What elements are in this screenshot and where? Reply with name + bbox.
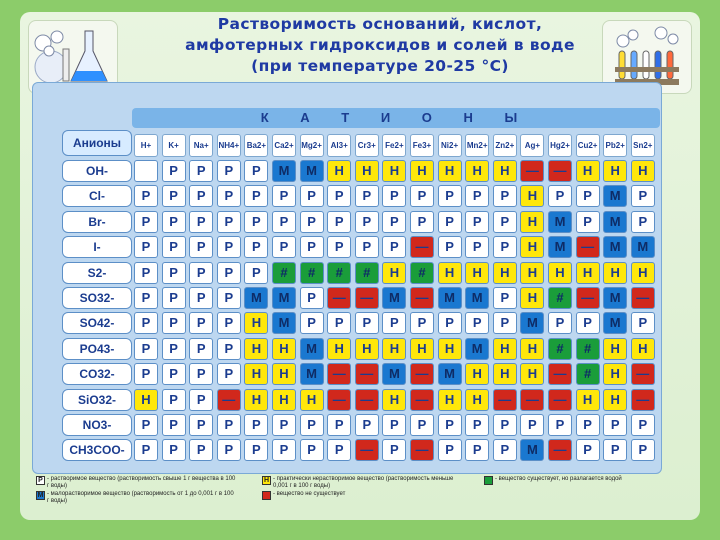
title-line-2: амфотерных гидроксидов и солей в воде [185,36,575,54]
cell-r8-c5: H [272,363,296,385]
cell-r7-c3: P [217,338,241,360]
cation-3: NH4+ [217,134,241,157]
cell-r9-c4: H [244,389,268,411]
cell-r6-c16: P [576,312,600,334]
legend-soluble: P - растворимое вещество (растворимость свыше 1 г вещества в 100 г воды) [36,476,246,490]
cation-13: Zn2+ [493,134,517,157]
cell-r3-c0: P [134,236,158,258]
cell-r0-c6: M [300,160,324,182]
cell-r5-c18: — [631,287,655,309]
cation-18: Sn2+ [631,134,655,157]
cell-r3-c13: P [493,236,517,258]
cell-r9-c1: P [162,389,186,411]
anion-8: CO32- [62,363,132,385]
cation-10: Fe3+ [410,134,434,157]
cell-r11-c18: P [631,439,655,461]
cell-r4-c15: H [548,262,572,284]
cell-r8-c8: — [355,363,379,385]
cell-r8-c12: H [465,363,489,385]
cell-r9-c0: H [134,389,158,411]
anion-6: SO42- [62,312,132,334]
cell-r7-c12: M [465,338,489,360]
cell-r0-c17: H [603,160,627,182]
cell-r8-c3: P [217,363,241,385]
cell-r9-c12: H [465,389,489,411]
cell-r4-c13: H [493,262,517,284]
cell-r7-c5: H [272,338,296,360]
cell-r11-c2: P [189,439,213,461]
cell-r10-c0: P [134,414,158,436]
cell-r7-c15: # [548,338,572,360]
cell-r7-c2: P [189,338,213,360]
cell-r10-c2: P [189,414,213,436]
cell-r10-c5: P [272,414,296,436]
cell-r10-c1: P [162,414,186,436]
cell-r3-c12: P [465,236,489,258]
cation-12: Mn2+ [465,134,489,157]
cell-r11-c8: — [355,439,379,461]
cell-r5-c7: — [327,287,351,309]
cell-r7-c6: M [300,338,324,360]
title-line-1: Растворимость оснований, кислот, [217,15,543,33]
anion-1: Cl- [62,185,132,207]
cell-r3-c14: H [520,236,544,258]
cell-r6-c17: M [603,312,627,334]
cell-r2-c1: P [162,211,186,233]
cation-1: K+ [162,134,186,157]
legend-swatch-dash [262,491,271,500]
cell-r9-c8: — [355,389,379,411]
cell-r4-c8: # [355,262,379,284]
cell-r9-c13: — [493,389,517,411]
cell-r11-c16: P [576,439,600,461]
cell-r1-c14: H [520,185,544,207]
anions-header: Анионы [62,130,132,156]
cell-r6-c1: P [162,312,186,334]
cell-r4-c9: H [382,262,406,284]
cell-r1-c17: M [603,185,627,207]
cell-r1-c11: P [438,185,462,207]
cell-r2-c10: P [410,211,434,233]
cell-r10-c3: P [217,414,241,436]
cell-r10-c7: P [327,414,351,436]
cell-r5-c15: # [548,287,572,309]
cell-r11-c0: P [134,439,158,461]
cell-r4-c2: P [189,262,213,284]
cell-r9-c5: H [272,389,296,411]
cell-r8-c0: P [134,363,158,385]
cell-r1-c9: P [382,185,406,207]
cell-r6-c7: P [327,312,351,334]
cell-r10-c17: P [603,414,627,436]
anion-11: CH3COO- [62,439,132,461]
cell-r0-c11: H [438,160,462,182]
cell-r2-c17: M [603,211,627,233]
cell-r6-c11: P [438,312,462,334]
cell-r5-c17: M [603,287,627,309]
cell-r6-c9: P [382,312,406,334]
cell-r2-c15: M [548,211,572,233]
cell-r5-c3: P [217,287,241,309]
cell-r1-c15: P [548,185,572,207]
cell-r0-c2: P [189,160,213,182]
cell-r2-c11: P [438,211,462,233]
cell-r2-c9: P [382,211,406,233]
cell-r0-c4: P [244,160,268,182]
cell-r10-c9: P [382,414,406,436]
cell-r8-c14: H [520,363,544,385]
cell-r6-c14: M [520,312,544,334]
cell-r7-c7: H [327,338,351,360]
cell-r1-c5: P [272,185,296,207]
cell-r7-c1: P [162,338,186,360]
cell-r10-c16: P [576,414,600,436]
cation-14: Ag+ [520,134,544,157]
cell-r4-c18: H [631,262,655,284]
cell-r5-c2: P [189,287,213,309]
cell-r3-c5: P [272,236,296,258]
cell-r8-c4: H [244,363,268,385]
cell-r0-c18: H [631,160,655,182]
cell-r2-c5: P [272,211,296,233]
cell-r10-c12: P [465,414,489,436]
cell-r3-c6: P [300,236,324,258]
legend [32,476,662,508]
cell-r1-c2: P [189,185,213,207]
cell-r7-c16: # [576,338,600,360]
cell-r1-c8: P [355,185,379,207]
cell-r4-c3: P [217,262,241,284]
cell-r5-c11: M [438,287,462,309]
cell-r3-c7: P [327,236,351,258]
cell-r4-c17: H [603,262,627,284]
legend-swatch-m: M [37,492,44,499]
legend-slightly-soluble: M - малорастворимое вещество (растворимость от 1 до 0,001 г в 100 г воды) [37,491,234,504]
anion-0: OH- [62,160,132,182]
cell-r5-c9: M [382,287,406,309]
cell-r2-c14: H [520,211,544,233]
cell-r1-c12: P [465,185,489,207]
cell-r3-c11: P [438,236,462,258]
cell-r8-c6: M [300,363,324,385]
cell-r7-c14: H [520,338,544,360]
cell-r10-c6: P [300,414,324,436]
cell-r11-c5: P [272,439,296,461]
cell-r6-c5: M [272,312,296,334]
cell-r11-c15: — [548,439,572,461]
cation-6: Mg2+ [300,134,324,157]
cell-r0-c13: H [493,160,517,182]
cell-r9-c6: H [300,389,324,411]
anion-4: S2- [62,262,132,284]
cell-r8-c1: P [162,363,186,385]
cell-r4-c0: P [134,262,158,284]
cell-r4-c12: H [465,262,489,284]
cell-r0-c8: H [355,160,379,182]
cell-r0-c14: — [520,160,544,182]
cell-r11-c13: P [493,439,517,461]
cell-r0-c0 [134,160,158,182]
poster-title [150,14,610,77]
cell-r8-c11: M [438,363,462,385]
cell-r2-c2: P [189,211,213,233]
cell-r10-c11: P [438,414,462,436]
cation-15: Hg2+ [548,134,572,157]
anion-3: I- [62,236,132,258]
cell-r9-c7: — [327,389,351,411]
cations-header: К А Т И О Н Ы [132,108,660,128]
cation-17: Pb2+ [603,134,627,157]
legend-insoluble: H - практически нерастворимое вещество (растворимость меньше 0,001 г в 100 г воды) [263,476,454,489]
cell-r7-c0: P [134,338,158,360]
cell-r8-c13: H [493,363,517,385]
cell-r5-c8: — [355,287,379,309]
legend-swatch-h: H [263,477,270,484]
cell-r10-c18: P [631,414,655,436]
cell-r1-c10: P [410,185,434,207]
cell-r9-c14: — [520,389,544,411]
cell-r8-c2: P [189,363,213,385]
cell-r10-c15: P [548,414,572,436]
cell-r6-c2: P [189,312,213,334]
cell-r1-c3: P [217,185,241,207]
anion-9: SiO32- [62,389,132,411]
cell-r5-c0: P [134,287,158,309]
cell-r4-c14: H [520,262,544,284]
cell-r11-c7: P [327,439,351,461]
cell-r10-c4: P [244,414,268,436]
cell-r3-c3: P [217,236,241,258]
anion-7: PO43- [62,338,132,360]
cell-r9-c18: — [631,389,655,411]
cell-r9-c11: H [438,389,462,411]
anion-5: SO32- [62,287,132,309]
cell-r1-c1: P [162,185,186,207]
cell-r2-c8: P [355,211,379,233]
cell-r7-c13: H [493,338,517,360]
cell-r10-c14: P [520,414,544,436]
cell-r2-c3: P [217,211,241,233]
cell-r0-c16: H [576,160,600,182]
cell-r3-c4: P [244,236,268,258]
cell-r2-c18: P [631,211,655,233]
cell-r7-c8: H [355,338,379,360]
cell-r5-c12: M [465,287,489,309]
cell-r9-c3: — [217,389,241,411]
cell-r5-c16: — [576,287,600,309]
cell-r8-c18: — [631,363,655,385]
cell-r3-c9: P [382,236,406,258]
cell-r11-c3: P [217,439,241,461]
cell-r7-c17: H [603,338,627,360]
cell-r6-c15: P [548,312,572,334]
legend-decomposes: - вещество существует, но разлагается водой [484,476,660,485]
legend-not-exist: - вещество не существует [262,491,472,500]
title-line-3: (при температуре 20-25 °C) [251,57,509,75]
cell-r7-c10: H [410,338,434,360]
cell-r4-c11: H [438,262,462,284]
cell-r6-c18: P [631,312,655,334]
cell-r0-c3: P [217,160,241,182]
cell-r10-c8: P [355,414,379,436]
cell-r6-c0: P [134,312,158,334]
cell-r0-c15: — [548,160,572,182]
legend-swatch-hash [484,476,493,485]
cell-r5-c10: — [410,287,434,309]
cell-r6-c13: P [493,312,517,334]
cell-r8-c7: — [327,363,351,385]
cation-8: Cr3+ [355,134,379,157]
cell-r11-c6: P [300,439,324,461]
cell-r7-c11: H [438,338,462,360]
cell-r10-c10: P [410,414,434,436]
cell-r5-c13: P [493,287,517,309]
cell-r11-c11: P [438,439,462,461]
cell-r8-c10: — [410,363,434,385]
cell-r3-c16: — [576,236,600,258]
cell-r9-c16: H [576,389,600,411]
cell-r11-c10: — [410,439,434,461]
cell-r3-c10: — [410,236,434,258]
cell-r4-c4: P [244,262,268,284]
cell-r11-c14: M [520,439,544,461]
cell-r4-c5: # [272,262,296,284]
cell-r5-c4: M [244,287,268,309]
cell-r1-c7: P [327,185,351,207]
cell-r3-c8: P [355,236,379,258]
cell-r7-c4: H [244,338,268,360]
cell-r1-c13: P [493,185,517,207]
cell-r11-c4: P [244,439,268,461]
cell-r11-c9: P [382,439,406,461]
cation-9: Fe2+ [382,134,406,157]
cell-r5-c1: P [162,287,186,309]
cell-r1-c16: P [576,185,600,207]
cell-r9-c10: — [410,389,434,411]
cell-r6-c10: P [410,312,434,334]
cell-r6-c6: P [300,312,324,334]
cation-7: Al3+ [327,134,351,157]
cell-r2-c7: P [327,211,351,233]
cell-r6-c3: P [217,312,241,334]
cell-r6-c8: P [355,312,379,334]
cell-r6-c4: H [244,312,268,334]
cell-r10-c13: P [493,414,517,436]
legend-swatch-p: P [36,476,45,485]
cell-r9-c9: H [382,389,406,411]
cell-r3-c1: P [162,236,186,258]
cell-r4-c6: # [300,262,324,284]
cell-r1-c4: P [244,185,268,207]
cell-r3-c15: M [548,236,572,258]
cell-r4-c16: H [576,262,600,284]
cell-r2-c12: P [465,211,489,233]
cell-r7-c9: H [382,338,406,360]
anion-2: Br- [62,211,132,233]
cell-r8-c15: — [548,363,572,385]
cell-r0-c9: H [382,160,406,182]
cell-r1-c18: P [631,185,655,207]
cell-r4-c7: # [327,262,351,284]
cell-r8-c17: H [603,363,627,385]
cell-r2-c6: P [300,211,324,233]
cell-r9-c2: P [189,389,213,411]
cell-r3-c2: P [189,236,213,258]
cell-r4-c10: # [410,262,434,284]
cell-r3-c17: M [603,236,627,258]
cell-r8-c9: M [382,363,406,385]
cell-r0-c10: H [410,160,434,182]
cell-r5-c6: P [300,287,324,309]
cation-4: Ba2+ [244,134,268,157]
cation-5: Ca2+ [272,134,296,157]
cell-r0-c5: M [272,160,296,182]
cell-r4-c1: P [162,262,186,284]
cation-2: Na+ [189,134,213,157]
cell-r2-c0: P [134,211,158,233]
cell-r5-c5: M [272,287,296,309]
cell-r7-c18: H [631,338,655,360]
cell-r1-c6: P [300,185,324,207]
cell-r0-c1: P [162,160,186,182]
cation-11: Ni2+ [438,134,462,157]
anion-10: NO3- [62,414,132,436]
cation-16: Cu2+ [576,134,600,157]
cell-r2-c16: P [576,211,600,233]
cell-r8-c16: # [576,363,600,385]
cell-r5-c14: H [520,287,544,309]
cell-r1-c0: P [134,185,158,207]
cation-0: H+ [134,134,158,157]
cell-r0-c7: H [327,160,351,182]
cell-r0-c12: H [465,160,489,182]
cell-r11-c17: P [603,439,627,461]
cell-r9-c15: — [548,389,572,411]
cell-r11-c1: P [162,439,186,461]
cell-r2-c13: P [493,211,517,233]
cell-r6-c12: P [465,312,489,334]
cell-r9-c17: H [603,389,627,411]
cell-r11-c12: P [465,439,489,461]
cell-r2-c4: P [244,211,268,233]
cell-r3-c18: M [631,236,655,258]
